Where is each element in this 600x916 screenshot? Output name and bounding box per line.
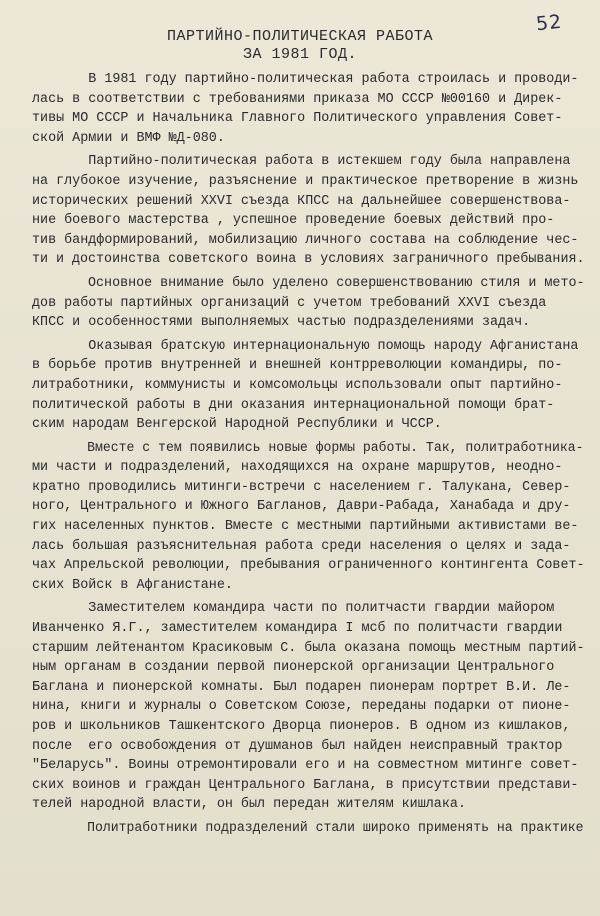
title-line-1: ПАРТИЙНО-ПОЛИТИЧЕСКАЯ РАБОТА bbox=[166, 28, 434, 45]
text-line: дов работы партийных организаций с учетом требований XXVI съезда bbox=[32, 295, 547, 311]
text-line: "Беларусь". Воины отремонтировали его и на совместном митинге совет- bbox=[32, 758, 579, 774]
text-line: ским народам Венгерской Народной Республики и ЧССР. bbox=[32, 417, 442, 433]
text-line: ских воинов и граждан Центрального Баглана, в присутствии представи- bbox=[32, 777, 579, 793]
paragraph bbox=[32, 337, 584, 435]
text-line: Основное внимание было уделено совершенствованию стиля и мето- bbox=[32, 275, 585, 291]
text-line: ти и достоинства советского воина в условиях заграничного пребывания. bbox=[32, 252, 585, 268]
text-line: в борьбе против внутренней и внешней контрреволюции командиры, по- bbox=[32, 358, 563, 374]
text-line: тивы МО СССР и Начальника Главного Политического управления Совет- bbox=[32, 111, 563, 127]
text-line: после его освобождения от душманов был найден неисправный трактор bbox=[32, 738, 563, 754]
text-line: В 1981 году партийно-политическая работа строилась и проводи- bbox=[32, 72, 579, 87]
paragraph bbox=[32, 599, 584, 815]
text-line: ми части и подразделений, находящихся на охране маршрутов, неодно- bbox=[32, 460, 563, 476]
text-line: Заместителем командира части по политчасти гвардии майором bbox=[32, 601, 555, 617]
body-text bbox=[32, 70, 584, 839]
text-line: Баглана и пионерской комнаты. Был подарен пионерам портрет В.И. Ле- bbox=[32, 679, 571, 695]
text-line: ного, Центрального и Южного Багланов, Даври-Рабада, Ханабада и дру- bbox=[32, 499, 571, 515]
document-title bbox=[0, 28, 600, 64]
text-line: политической работы в дни оказания интернациональной помощи брат- bbox=[32, 397, 555, 413]
text-line: лась в соответствии с требованиями приказа МО СССР №00160 и Дирек- bbox=[32, 91, 563, 107]
page-number: 52 bbox=[534, 10, 564, 36]
text-line: ние боевого мастерства , успешное проведение боевых действий про- bbox=[32, 213, 555, 229]
paragraph bbox=[32, 819, 584, 839]
text-line: КПСС и особенностями выполняемых частью подразделениями задач. bbox=[32, 315, 531, 331]
text-line: Вместе с тем появились новые формы работы. Так, политработника- bbox=[32, 440, 584, 456]
text-line: ров и школьников Ташкентского Дворца пионеров. В одном из кишлаков, bbox=[32, 719, 571, 734]
text-line: гих населенных пунктов. Вместе с местными партийными активистами ве- bbox=[32, 519, 579, 535]
title-line-2: ЗА 1981 ГОД. bbox=[242, 46, 358, 63]
text-line: нина, книги и журналы о Советском Союзе, переданы подарки от пионе- bbox=[32, 699, 571, 715]
text-line: Партийно-политическая работа в истекшем году была направлена bbox=[32, 154, 571, 170]
text-line: Политработники подразделений стали широко применять на практике bbox=[32, 820, 584, 836]
text-line: Иванченко Я.Г., заместителем командира I мсб по политчасти гвардии bbox=[32, 621, 563, 637]
text-line: лась большая разъяснительная работа среди населения о целях и зада- bbox=[32, 538, 571, 554]
text-line: на глубокое изучение, разъяснение и практическое претворение в жизнь bbox=[32, 173, 579, 189]
text-line: Оказывая братскую интернациональную помощь народу Афганистана bbox=[32, 338, 579, 354]
text-line: литработники, коммунисты и комсомольцы использовали опыт партийно- bbox=[32, 377, 563, 393]
text-line: ской Армии и ВМФ №Д-080. bbox=[32, 130, 225, 146]
text-line: кратно проводились митинги-встречи с населением г. Талукана, Север- bbox=[32, 479, 571, 495]
paragraph bbox=[32, 152, 584, 270]
text-line: телей народной власти, он был передан жителям кишлака. bbox=[32, 797, 466, 813]
text-line: чах Апрельской революции, пребывания ограниченного контингента Совет- bbox=[32, 558, 585, 574]
paragraph bbox=[32, 439, 584, 596]
text-line: тив бандформирований, мобилизацию личного состава на соблюдение чес- bbox=[32, 232, 579, 248]
text-line: ным органам в создании первой пионерской организации Центрального bbox=[32, 660, 555, 676]
paragraph bbox=[32, 70, 584, 148]
paragraph bbox=[32, 274, 584, 333]
text-line: старшим лейтенантом Красиковым С. была оказана помощь местным партий- bbox=[32, 640, 585, 656]
text-line: ских Войск в Афганистане. bbox=[32, 577, 233, 593]
text-line: исторических решений XXVI съезда КПСС на дальнейшее совершенствова- bbox=[32, 193, 571, 209]
